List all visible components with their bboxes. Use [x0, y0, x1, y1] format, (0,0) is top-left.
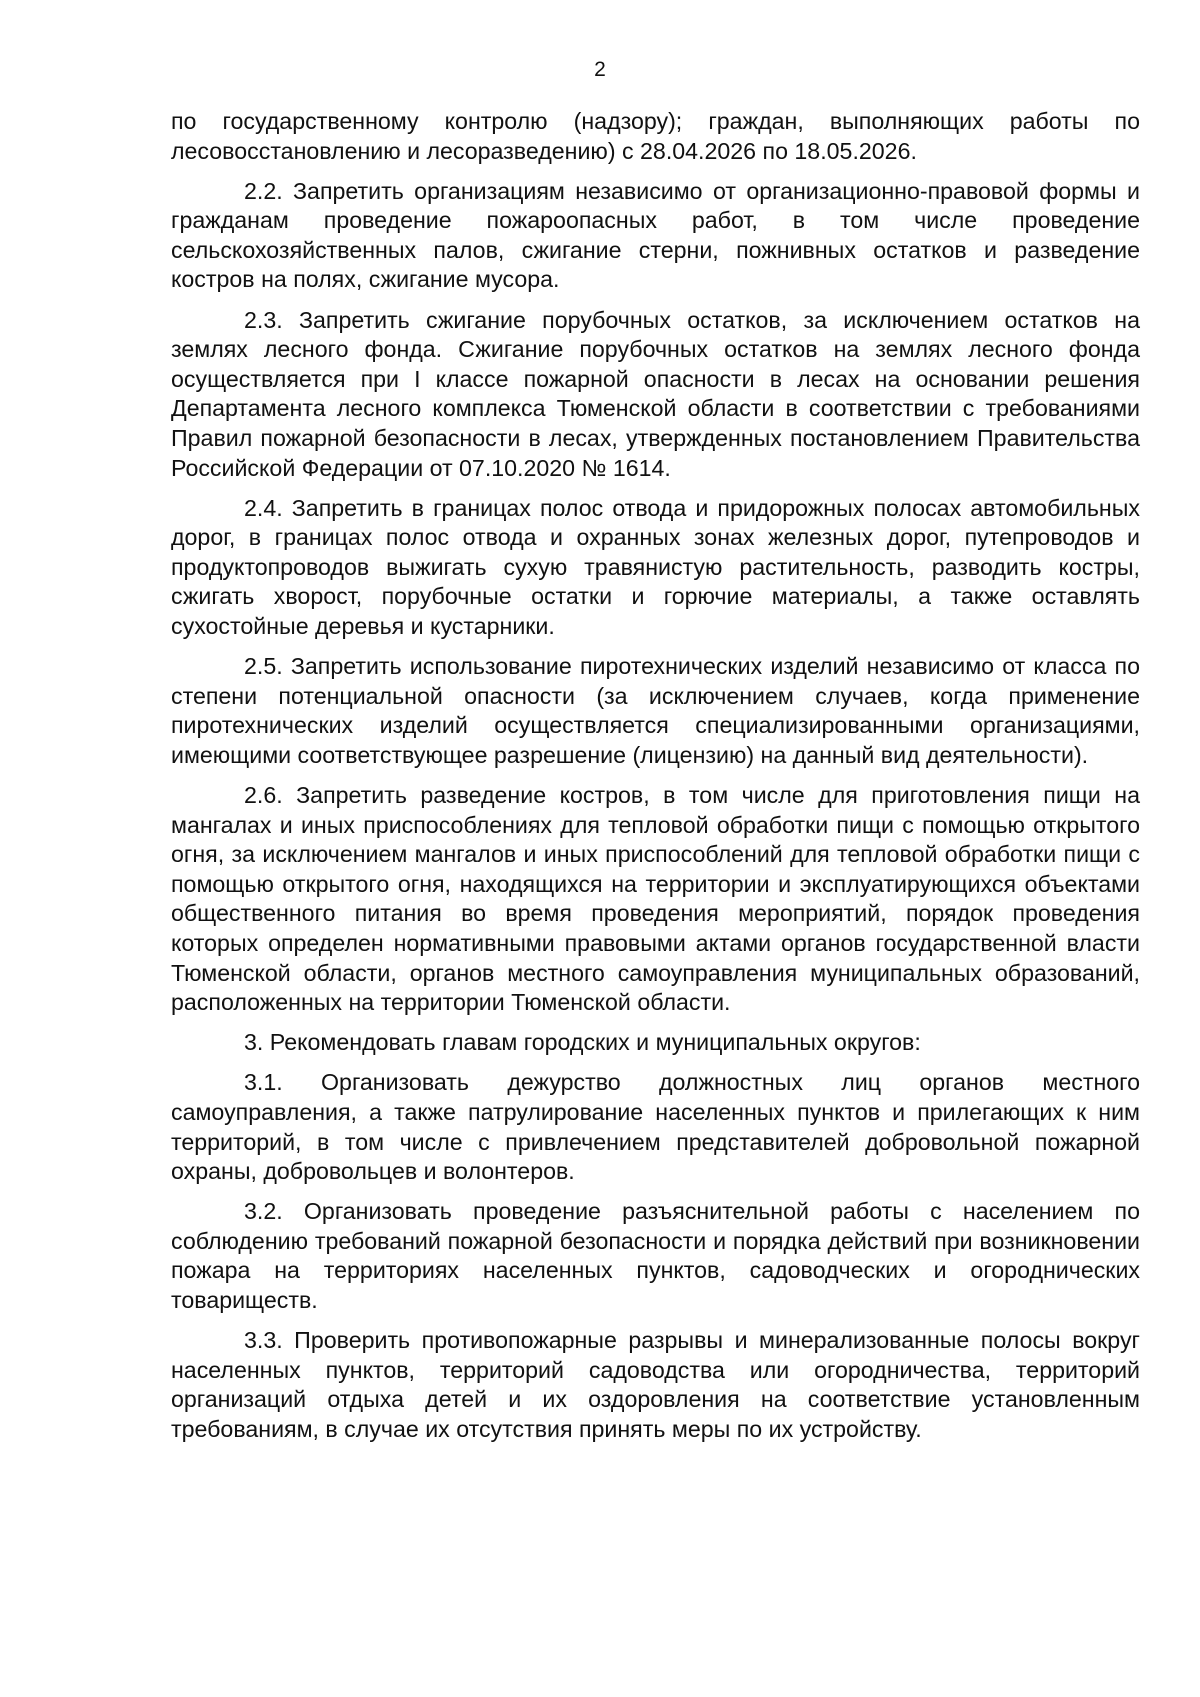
paragraph-2-6: 2.6. Запретить разведение костров, в том числе для приготовления пищи на мангалах и иных приспособлениях для тепловой обработки пищи с помощью открытого огня, за исключением мангалов и иных приспособлений для тепловой обработки пищи с помощью открытого огня, находящихся на территории и эксплуатирующихся объектами общественного питания во время проведения мероприятий, порядок проведения которых определен нормативными правовыми актами органов государственной власти Тюменской области, органов местного самоуправления муниципальных образований, расположенных на территории Тюменской области.: [171, 781, 1140, 1016]
paragraph-2-4: 2.4. Запретить в границах полос отвода и придорожных полосах автомобильных дорог, в границах полос отвода и охранных зонах железных дорог, путепроводов и продуктопроводов выжигать сухую травянистую растительность, разводить костры, сжигать хворост, порубочные остатки и горючие материалы, а также оставлять сухостойные деревья и кустарники.: [171, 494, 1140, 639]
page-number: 2: [594, 58, 606, 81]
paragraph-2-3: 2.3. Запретить сжигание порубочных остатков, за исключением остатков на землях лесного фонда. Сжигание порубочных остатков на землях лесного фонда осуществляется при I классе пожарной опасности в лесах на основании решения Департамента лесного комплекса Тюменской области в соответствии с требованиями Правил пожарной безопасности в лесах, утвержденных постановлением Правительства Российской Федерации от 07.10.2020 № 1614.: [171, 306, 1140, 481]
paragraph-2-5: 2.5. Запретить использование пиротехнических изделий независимо от класса по степени потенциальной опасности (за исключением случаев, когда применение пиротехнических изделий осуществляется специализированными организациями, имеющими соответствующее разрешение (лицензию) на данный вид деятельности).: [171, 653, 1140, 768]
paragraph-3-2: 3.2. Организовать проведение разъяснительной работы с населением по соблюдению требований пожарной безопасности и порядка действий при возникновении пожара на территориях населенных пунктов, садоводческих и огороднических товариществ.: [171, 1198, 1140, 1313]
paragraph-3-1: 3.1. Организовать дежурство должностных лиц органов местного самоуправления, а также патрулирование населенных пунктов и прилегающих к ним территорий, в том числе с привлечением представителей добровольной пожарной охраны, добровольцев и волонтеров.: [171, 1069, 1140, 1185]
paragraph-3: 3. Рекомендовать главам городских и муниципальных округов:: [244, 1029, 921, 1056]
paragraph-3-3: 3.3. Проверить противопожарные разрывы и минерализованные полосы вокруг населенных пунктов, территорий садоводства или огородничества, территорий организаций отдыха детей и их оздоровления на соответствие установленным требованиям, в случае их отсутствия принять меры по их устройству.: [171, 1327, 1140, 1442]
document-body: [171, 107, 1140, 1455]
paragraph-2-2: 2.2. Запретить организациям независимо от организационно-правовой формы и гражданам проведение пожароопасных работ, в том числе проведение сельскохозяйственных палов, сжигание стерни, пожнивных остатков и разведение костров на полях, сжигание мусора.: [171, 177, 1140, 293]
paragraph-continuation: по государственному контролю (надзору); граждан, выполняющих работы по лесовосстановлению и лесоразведению) с 28.04.2026 по 18.05.2026.: [171, 108, 1140, 164]
